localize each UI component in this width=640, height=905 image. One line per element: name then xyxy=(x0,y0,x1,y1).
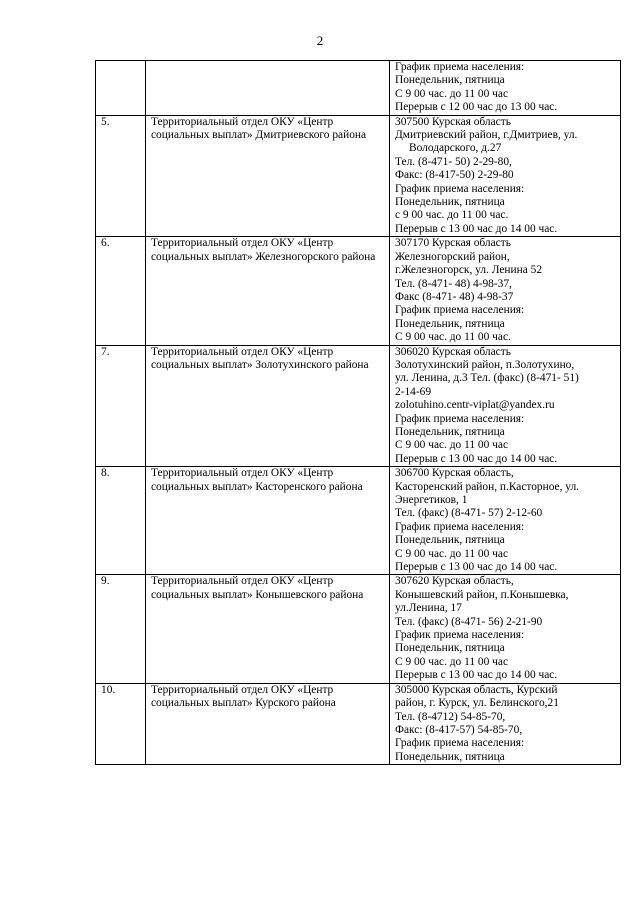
table-row xyxy=(96,467,621,575)
row-number: 8. xyxy=(96,467,146,575)
contact-line: 307170 Курская область xyxy=(395,237,511,250)
contact-line: С 9 00 час. до 11 00 час xyxy=(395,655,508,668)
contact-line: 307500 Курская область xyxy=(395,115,511,128)
contact-line: Понедельник, пятница xyxy=(395,534,505,547)
contact-line: 306700 Курская область, xyxy=(395,467,514,480)
contact-line: Понедельник, пятница xyxy=(395,74,505,87)
contact-line: Понедельник, пятница xyxy=(395,750,505,763)
row-number: 5. xyxy=(96,115,146,237)
contact-line: С 9 00 час. до 11 00 час xyxy=(395,547,508,560)
contact-line: Перерыв с 13 00 час до 14 00 час. xyxy=(395,561,558,574)
contact-line: Володарского, д.27 xyxy=(409,142,502,155)
contact-line: Дмитриевский район, г.Дмитриев, ул. xyxy=(395,129,578,142)
office-name: Территориальный отдел ОКУ «Центр социальных выплат» Конышевского района xyxy=(146,575,390,683)
contact-line: График приема населения: xyxy=(395,182,525,195)
office-contacts xyxy=(390,61,621,116)
office-name: Территориальный отдел ОКУ «Центр социальных выплат» Железногорского района xyxy=(146,237,390,345)
office-name: Территориальный отдел ОКУ «Центр социальных выплат» Курского района xyxy=(146,683,390,764)
table-row xyxy=(96,575,621,683)
contact-line: Понедельник, пятница xyxy=(395,196,505,209)
contact-line: Понедельник, пятница xyxy=(395,425,505,438)
contact-line: 306020 Курская область xyxy=(395,345,511,358)
contact-line: с 9 00 час. до 11 00 час. xyxy=(395,209,509,222)
contact-line: Тел. (факс) (8-471- 56) 2-21-90 xyxy=(395,615,543,628)
contact-line: ул. Ленина, д.3 Тел. (факс) (8-471- 51) xyxy=(395,372,579,385)
page-number: 2 xyxy=(316,33,324,48)
row-number: 10. xyxy=(96,683,146,764)
contact-line: Перерыв с 13 00 час до 14 00 час. xyxy=(395,452,558,465)
contact-line: Тел. (8-471- 50) 2-29-80, xyxy=(395,155,512,168)
contact-line: 307620 Курская область, xyxy=(395,575,514,588)
contact-line: График приема населения: xyxy=(395,520,525,533)
contact-line: г.Железногорск, ул. Ленина 52 xyxy=(395,264,543,277)
contact-line: Энергетиков, 1 xyxy=(395,494,468,506)
office-contacts xyxy=(390,575,621,683)
contact-line: район, г. Курск, ул. Белинского,21 xyxy=(395,697,559,710)
office-contacts xyxy=(390,237,621,345)
contact-line: 305000 Курская область, Курский xyxy=(395,683,558,696)
office-contacts xyxy=(390,467,621,575)
contact-line: Перерыв с 13 00 час до 14 00 час. xyxy=(395,222,558,235)
contact-line: С 9 00 час. до 11 00 час xyxy=(395,87,508,100)
contact-line: График приема населения: xyxy=(395,412,525,425)
contact-line: Тел. (факс) (8-471- 57) 2-12-60 xyxy=(395,507,543,520)
contact-line: Конышевский район, п.Конышевка, xyxy=(395,588,569,601)
contact-line: График приема населения: xyxy=(395,304,525,317)
row-number: 6. xyxy=(96,237,146,345)
row-number xyxy=(96,61,146,116)
table-row xyxy=(96,345,621,467)
office-name: Территориальный отдел ОКУ «Центр социальных выплат» Золотухинского района xyxy=(146,345,390,467)
contact-line: С 9 00 час. до 11 00 час xyxy=(395,439,508,452)
contact-line: Перерыв с 12 00 час до 13 00 час. xyxy=(395,101,558,114)
contact-line: График приема населения: xyxy=(395,737,525,750)
office-contacts xyxy=(390,345,621,467)
contact-line: Тел. (8-471- 48) 4-98-37, xyxy=(395,277,512,290)
table-row xyxy=(96,61,621,116)
email-link[interactable]: zolotuhino.centr-viplat@yandex.ru xyxy=(395,399,555,412)
office-name: Территориальный отдел ОКУ «Центр социальных выплат» Дмитриевского района xyxy=(146,115,390,237)
office-name xyxy=(146,61,390,116)
contact-line: ул.Ленина, 17 xyxy=(395,602,462,615)
row-number: 9. xyxy=(96,575,146,683)
contact-line: С 9 00 час. до 11 00 час. xyxy=(395,331,511,344)
contact-line: Факс (8-471- 48) 4-98-37 xyxy=(395,290,514,303)
table-row xyxy=(96,683,621,764)
table-row xyxy=(96,237,621,345)
table-row xyxy=(96,115,621,237)
contact-line: Понедельник, пятница xyxy=(395,642,505,655)
contact-line: Факс: (8-417-57) 54-85-70, xyxy=(395,723,523,736)
contact-line: Понедельник, пятница xyxy=(395,317,505,330)
contact-line: Тел. (8-4712) 54-85-70, xyxy=(395,710,506,723)
contact-line: Факс: (8-417-50) 2-29-80 xyxy=(395,169,514,182)
row-number: 7. xyxy=(96,345,146,467)
contact-line: График приема населения: xyxy=(395,61,525,73)
office-name: Территориальный отдел ОКУ «Центр социальных выплат» Касторенского района xyxy=(146,467,390,575)
contact-line: Золотухинский район, п.Золотухино, xyxy=(395,358,575,371)
offices-table xyxy=(95,60,621,765)
contact-line: График приема населения: xyxy=(395,629,525,642)
office-contacts xyxy=(390,683,621,764)
contact-line: Перерыв с 13 00 час до 14 00 час. xyxy=(395,669,558,682)
contact-line: Касторенский район, п.Касторное, ул. xyxy=(395,480,580,493)
contact-line: 2-14-69 xyxy=(395,385,432,398)
office-contacts xyxy=(390,115,621,237)
contact-line: Железногорский район, xyxy=(395,250,510,263)
